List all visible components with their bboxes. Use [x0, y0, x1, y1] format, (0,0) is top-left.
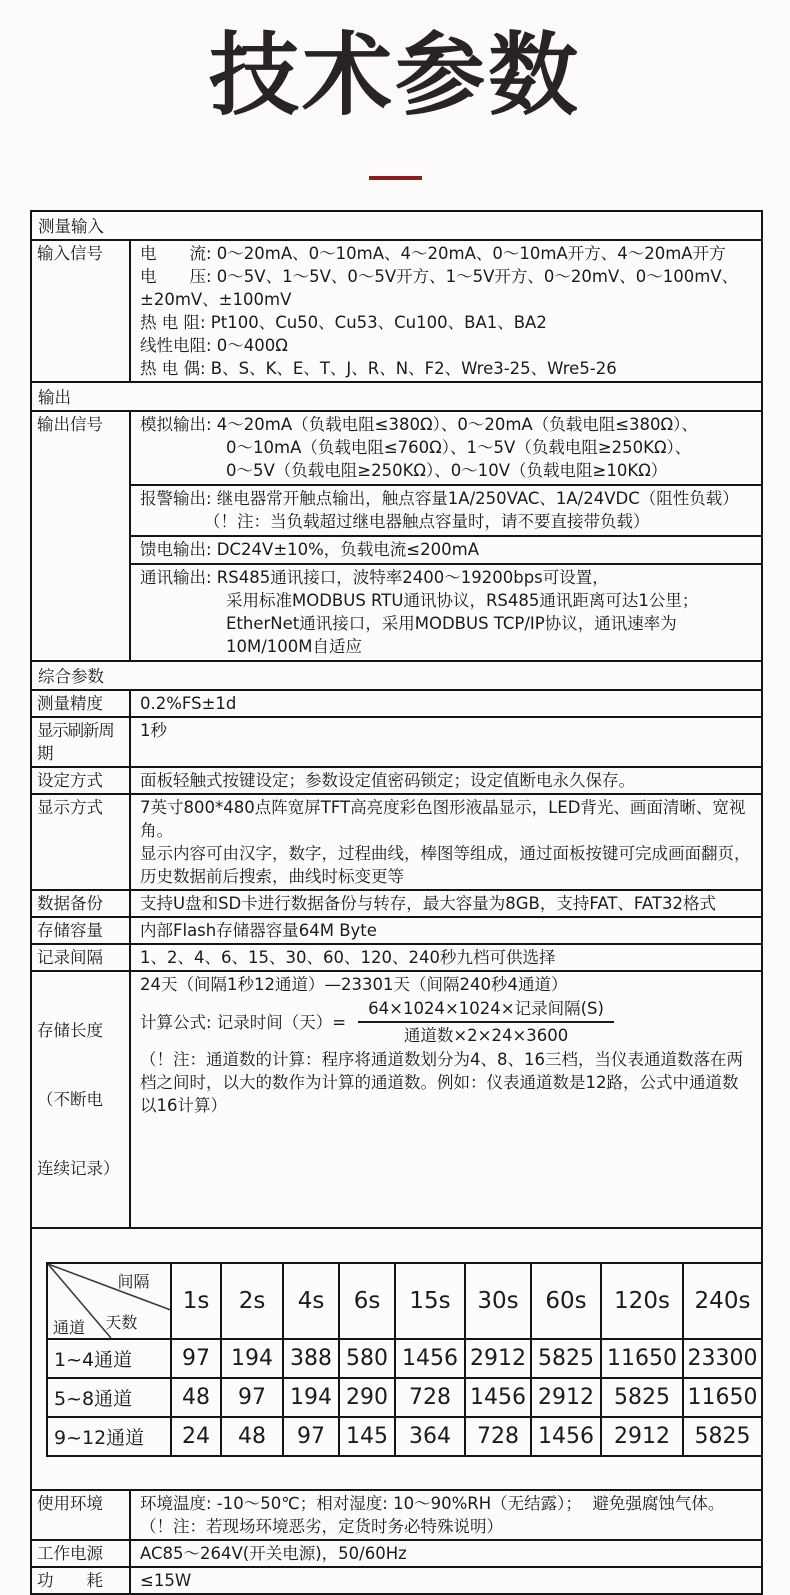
- row-label: [32, 972, 131, 1227]
- output-comm-line1: 通讯输出: RS485通讯接口，波特率2400～19200bps可设置，: [140, 568, 609, 588]
- section-header-general: [32, 660, 761, 689]
- display-line2: 显示内容可由汉字，数字，过程曲线，棒图等组成，通过面板按键可完成画面翻页，: [140, 844, 751, 864]
- page-title: 技术参数: [209, 23, 581, 128]
- interval-header: 2s: [221, 1263, 283, 1339]
- output-comm-line2: 采用标准MODBUS RTU通讯协议，RS485通讯距离可达1公里；: [226, 591, 699, 611]
- days-cell: 24: [171, 1417, 221, 1456]
- input-signal-voltage-cont: ±20mV、±100mV: [140, 290, 292, 310]
- days-cell: 97: [283, 1417, 339, 1456]
- interval-header: 1s: [171, 1263, 221, 1339]
- row-label: 显示方式: [32, 795, 131, 889]
- storage-length-label2: （不断电: [37, 1090, 103, 1110]
- output-alarm-line1: 报警输出: 继电器常开触点输出，触点容量1A/250VAC、1A/24VDC（阻性负载）: [140, 489, 739, 509]
- days-cell: 728: [465, 1417, 531, 1456]
- storage-table-corner-cell: [47, 1263, 171, 1339]
- row-display-method: [32, 793, 761, 889]
- storage-length-formula: [140, 997, 757, 1047]
- row-record-interval: [32, 943, 761, 970]
- environment-note: （！注：若现场环境恶劣，定货时务必特殊说明）: [140, 1517, 503, 1537]
- section-header-measure-input: [32, 212, 761, 239]
- days-cell: 2912: [531, 1378, 601, 1417]
- days-cell: 97: [171, 1339, 221, 1378]
- interval-header: 120s: [601, 1263, 683, 1339]
- input-signal-thermocouple: 热 电 偶: B、S、K、E、T、J、R、N、F2、Wre3-25、Wre5-26: [140, 359, 617, 379]
- row-value: AC85～264V(开关电源)，50/60Hz: [140, 1544, 407, 1564]
- row-environment: [32, 1489, 761, 1539]
- days-cell: 5825: [531, 1339, 601, 1378]
- days-cell: 11650: [601, 1339, 683, 1378]
- interval-header: 60s: [531, 1263, 601, 1339]
- section-header-label: 输出: [38, 388, 71, 408]
- days-cell: 364: [395, 1417, 465, 1456]
- formula-numerator: 64×1024×1024×记录间隔(S): [358, 997, 614, 1023]
- row-label: 使用环境: [32, 1491, 131, 1539]
- row-power-consumption: [32, 1566, 761, 1593]
- storage-days-table: [46, 1262, 763, 1457]
- input-signal-rtd: 热 电 阻: Pt100、Cu50、Cu53、Cu100、BA1、BA2: [140, 313, 547, 333]
- storage-length-note3: 以16计算）: [140, 1096, 227, 1116]
- row-label: 显示刷新周期: [32, 718, 131, 766]
- input-signal-current: 电 流: 0～20mA、0～10mA、4～20mA、0～10mA开方、4～20mA开方: [140, 244, 726, 264]
- storage-days-table-cell: [32, 1227, 761, 1489]
- row-setting-method: [32, 766, 761, 793]
- row-value: [131, 412, 761, 660]
- row-value: 支持U盘和SD卡进行数据备份与转存，最大容量为8GB，支持FAT、FAT32格式: [140, 894, 716, 914]
- interval-header: 15s: [395, 1263, 465, 1339]
- interval-header: 240s: [683, 1263, 762, 1339]
- days-cell: 728: [395, 1378, 465, 1417]
- row-label: 测量精度: [32, 691, 131, 716]
- row-value: [131, 1491, 761, 1539]
- days-cell: 5825: [683, 1417, 762, 1456]
- row-value: 1、2、4、6、15、30、60、120、240秒九档可供选择: [140, 948, 556, 968]
- storage-table-header-row: [47, 1263, 762, 1339]
- days-cell: 48: [171, 1378, 221, 1417]
- days-cell: 2912: [601, 1417, 683, 1456]
- days-cell: 11650: [683, 1378, 762, 1417]
- formula-fraction: [358, 997, 614, 1047]
- spec-table: [30, 210, 763, 1595]
- interval-header: 4s: [283, 1263, 339, 1339]
- output-analog-line1: 模拟输出: 4～20mA（负载电阻≤380Ω）、0～20mA（负载电阻≤380Ω）、: [140, 415, 698, 435]
- interval-header: 30s: [465, 1263, 531, 1339]
- output-analog: [131, 412, 761, 484]
- section-header-label: 测量输入: [38, 217, 104, 237]
- row-label: 存储容量: [32, 918, 131, 943]
- output-alarm: [131, 484, 761, 535]
- formula-denominator: 通道数×2×24×3600: [403, 1026, 569, 1046]
- output-feed: [131, 535, 761, 563]
- row-storage-length: [32, 970, 761, 1227]
- row-value: [131, 241, 761, 381]
- days-cell: 145: [339, 1417, 395, 1456]
- row-value: 0.2%FS±1d: [140, 694, 237, 714]
- corner-label-channel: 通道: [53, 1318, 86, 1338]
- output-feed-line: 馈电输出: DC24V±10%，负载电流≤200mA: [140, 540, 479, 560]
- table-row: [47, 1417, 762, 1456]
- days-cell: 1456: [465, 1378, 531, 1417]
- row-value: [131, 795, 761, 889]
- row-output-signal: [32, 410, 761, 660]
- input-signal-linear-resistance: 线性电阻: 0～400Ω: [140, 336, 288, 356]
- row-label: 功 耗: [32, 1568, 131, 1593]
- storage-length-label1: 存储长度: [37, 1021, 103, 1041]
- environment-line1: 环境温度: -10～50℃；相对湿度: 10～90%RH（无结露）； 避免强腐蚀气体。: [140, 1494, 725, 1514]
- row-value: [131, 972, 761, 1227]
- row-value: 1秒: [140, 721, 167, 741]
- table-row: [47, 1378, 762, 1417]
- formula-prefix: 计算公式: 记录时间（天）=: [140, 1012, 347, 1032]
- days-cell: 388: [283, 1339, 339, 1378]
- row-value: 内部Flash存储器容量64M Byte: [140, 921, 377, 941]
- days-cell: 194: [283, 1378, 339, 1417]
- days-cell: 97: [221, 1378, 283, 1417]
- days-cell: 2912: [465, 1339, 531, 1378]
- display-line1: 7英寸800*480点阵宽屏TFT高亮度彩色图形液晶显示，LED背光、画面清晰、宽视角。: [140, 798, 746, 841]
- row-label: 记录间隔: [32, 945, 131, 970]
- storage-length-note1: （！注：通道数的计算：程序将通道数划分为4、8、16三档，当仪表通道数落在两: [140, 1050, 743, 1070]
- row-accuracy: [32, 689, 761, 716]
- row-label: 输出信号: [32, 412, 131, 660]
- row-input-signal: [32, 239, 761, 381]
- days-cell: 48: [221, 1417, 283, 1456]
- section-header-label: 综合参数: [38, 667, 104, 687]
- section-header-output: [32, 381, 761, 410]
- output-comm: [131, 563, 761, 660]
- row-label: 工作电源: [32, 1541, 131, 1566]
- output-alarm-note: （！注：当负载超过继电器触点容量时，请不要直接带负载）: [204, 512, 650, 532]
- days-cell: 1456: [395, 1339, 465, 1378]
- title-divider: [369, 176, 422, 180]
- storage-length-label3: 连续记录）: [37, 1159, 120, 1179]
- days-cell: 194: [221, 1339, 283, 1378]
- display-line3: 历史数据前后搜索，曲线时标变更等: [140, 867, 404, 887]
- channel-row-label: 9~12通道: [47, 1417, 171, 1456]
- row-label: 设定方式: [32, 768, 131, 793]
- corner-label-interval: 间隔: [117, 1272, 150, 1292]
- storage-length-note2: 档之间时，以大的数作为计算的通道数。例如：仪表通道数是12路，公式中通道数: [140, 1073, 739, 1093]
- interval-header: 6s: [339, 1263, 395, 1339]
- row-label: 输入信号: [32, 241, 131, 381]
- table-row: [47, 1339, 762, 1378]
- days-cell: 580: [339, 1339, 395, 1378]
- storage-length-range: 24天（间隔1秒12通道）—23301天（间隔240秒4通道）: [140, 975, 568, 995]
- row-data-backup: [32, 889, 761, 916]
- channel-row-label: 1~4通道: [47, 1339, 171, 1378]
- days-cell: 5825: [601, 1378, 683, 1417]
- row-power-supply: [32, 1539, 761, 1566]
- corner-label-days: 天数: [105, 1313, 138, 1333]
- row-storage-capacity: [32, 916, 761, 943]
- row-value: 面板轻触式按键设定；参数设定值密码锁定；设定值断电永久保存。: [140, 771, 635, 791]
- days-cell: 1456: [531, 1417, 601, 1456]
- output-comm-line3: EtherNet通讯接口，采用MODBUS TCP/IP协议，通讯速率为10M/100M自适应: [226, 614, 677, 657]
- channel-row-label: 5~8通道: [47, 1378, 171, 1417]
- output-analog-line2: 0～10mA（负载电阻≤760Ω）、1～5V（负载电阻≥250KΩ）、: [226, 438, 692, 458]
- input-signal-voltage: 电 压: 0～5V、1～5V、0～5V开方、1～5V开方、0～20mV、0～100mV、: [140, 267, 739, 287]
- days-cell: 290: [339, 1378, 395, 1417]
- row-refresh-period: [32, 716, 761, 766]
- row-value: ≤15W: [140, 1571, 192, 1591]
- row-label: 数据备份: [32, 891, 131, 916]
- output-analog-line3: 0～5V（负载电阻≥250KΩ）、0～10V（负载电阻≥10KΩ）: [226, 461, 668, 481]
- days-cell: 23300: [683, 1339, 762, 1378]
